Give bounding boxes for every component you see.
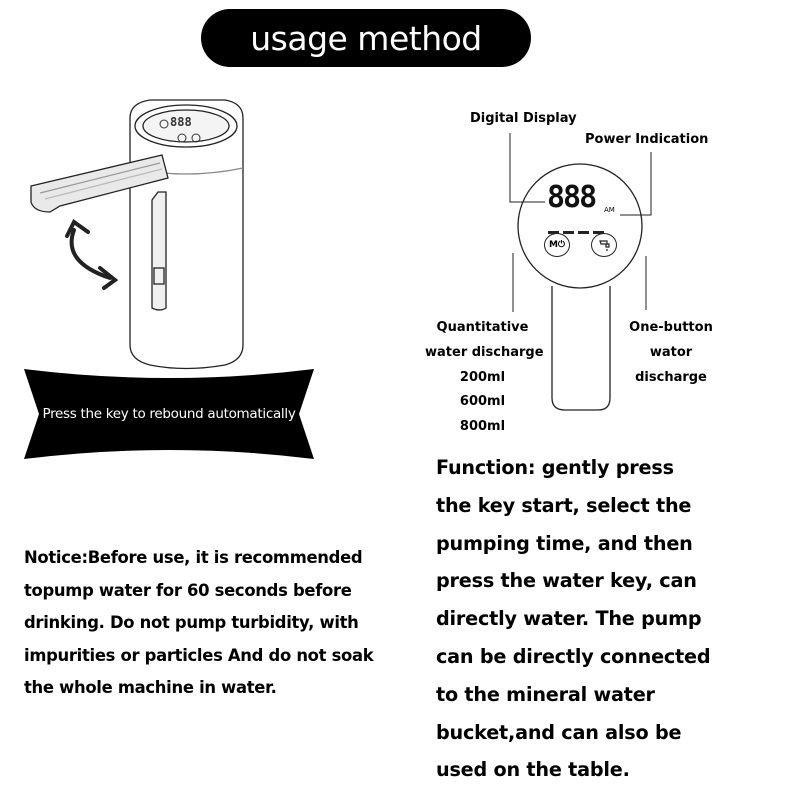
- notice-text: [24, 542, 374, 705]
- function-line: used on the table.: [436, 758, 630, 782]
- function-line: pumping time, and then: [436, 531, 693, 555]
- label-quantitative-line: water discharge: [425, 344, 544, 360]
- function-line: bucket,and can also be: [436, 720, 682, 744]
- label-one-button-line: wator: [649, 344, 693, 360]
- label-digital-display: Digital Display: [470, 111, 577, 126]
- notice-line: Notice:Before use, it is recommended: [24, 548, 363, 567]
- quantity-button-icon[interactable]: M⏻: [544, 233, 570, 257]
- page-title: usage method: [250, 18, 482, 58]
- function-line: press the water key, can: [436, 569, 697, 593]
- notice-line: the whole machine in water.: [24, 678, 277, 697]
- label-quantitative-line: 800ml: [459, 419, 506, 435]
- svg-text:888: 888: [170, 115, 192, 129]
- label-quantitative-line: 600ml: [459, 394, 506, 410]
- function-line: directly water. The pump: [436, 607, 702, 631]
- function-line: the key start, select the: [436, 493, 692, 517]
- rebound-banner: [24, 369, 314, 459]
- function-text: [436, 449, 786, 789]
- rotate-arrow-icon: [67, 222, 115, 288]
- label-quantitative-line: Quantitative: [436, 320, 529, 335]
- notice-line: impurities or particles And do not soak: [24, 645, 374, 665]
- label-quantitative-line: 200ml: [459, 369, 506, 385]
- display-digits: 888: [547, 180, 596, 215]
- label-power-indication: Power Indication: [585, 132, 709, 147]
- faucet-icon: [597, 238, 611, 252]
- banner-text: Press the key to rebound automatically: [42, 406, 296, 422]
- function-line: can be directly connected: [436, 644, 711, 668]
- faucet-button-icon[interactable]: [591, 233, 617, 257]
- label-one-button-line: One-button: [629, 320, 713, 335]
- notice-line: topump water for 60 seconds before: [24, 580, 352, 600]
- display-am: AM: [604, 206, 615, 214]
- function-line: Function: gently press: [436, 456, 674, 479]
- label-quantitative: [425, 316, 544, 440]
- notice-line: drinking. Do not pump turbidity, with: [24, 613, 359, 632]
- label-one-button: [621, 316, 721, 390]
- function-line: to the mineral water: [436, 682, 655, 706]
- label-one-button-line: discharge: [635, 369, 707, 385]
